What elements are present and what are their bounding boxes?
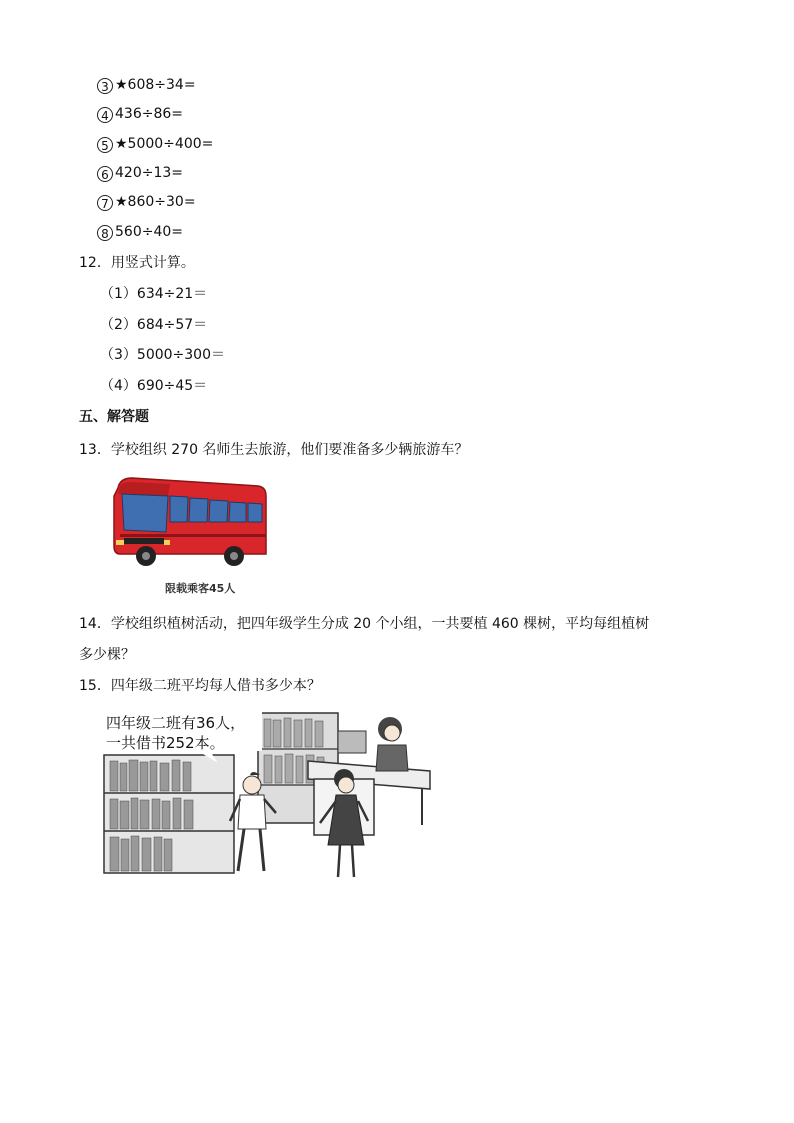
q12-item-4: （4）690÷45＝ xyxy=(100,378,208,394)
speech-line-2: 一共借书252本。 xyxy=(106,734,225,752)
expression: ★608÷34= xyxy=(115,77,196,93)
speech-bubble xyxy=(106,713,245,753)
bus-caption: 限载乘客45人 xyxy=(165,582,236,595)
q12-item-3: （3）5000÷300＝ xyxy=(100,347,225,363)
expression: 436÷86= xyxy=(115,106,183,122)
question-15: 15．四年级二班平均每人借书多少本？ xyxy=(79,678,321,694)
circled-number: 8 xyxy=(97,225,113,241)
question-14-line-2: 多少棵？ xyxy=(79,647,135,663)
speech-line-1: 四年级二班有36人， xyxy=(106,714,246,732)
circled-number: 7 xyxy=(97,195,113,211)
question-12-title: 12．用竖式计算。 xyxy=(79,255,195,271)
exercise-3 xyxy=(97,75,196,95)
circled-number: 6 xyxy=(97,166,113,182)
q12-item-1: （1）634÷21＝ xyxy=(100,286,208,302)
question-13: 13．学校组织 270 名师生去旅游，他们要准备多少辆旅游车？ xyxy=(79,442,469,458)
library-illustration xyxy=(100,705,440,885)
exercise-8 xyxy=(97,222,183,242)
question-14-line-1: 14．学校组织植树活动，把四年级学生分成 20 个小组，一共要植 460 棵树，平均每组植树 xyxy=(79,616,650,632)
exercise-4 xyxy=(97,104,183,124)
expression: ★860÷30= xyxy=(115,194,196,210)
circled-number: 4 xyxy=(97,107,113,123)
circled-number: 5 xyxy=(97,137,113,153)
exercise-6 xyxy=(97,163,183,183)
expression: ★5000÷400= xyxy=(115,136,214,152)
section-title: 五、解答题 xyxy=(79,409,149,425)
q12-item-2: （2）684÷57＝ xyxy=(100,317,208,333)
exercise-5 xyxy=(97,134,213,154)
circled-number: 3 xyxy=(97,78,113,94)
expression: 560÷40= xyxy=(115,224,183,240)
bus-illustration xyxy=(110,474,270,572)
exercise-7 xyxy=(97,192,196,212)
expression: 420÷13= xyxy=(115,165,183,181)
